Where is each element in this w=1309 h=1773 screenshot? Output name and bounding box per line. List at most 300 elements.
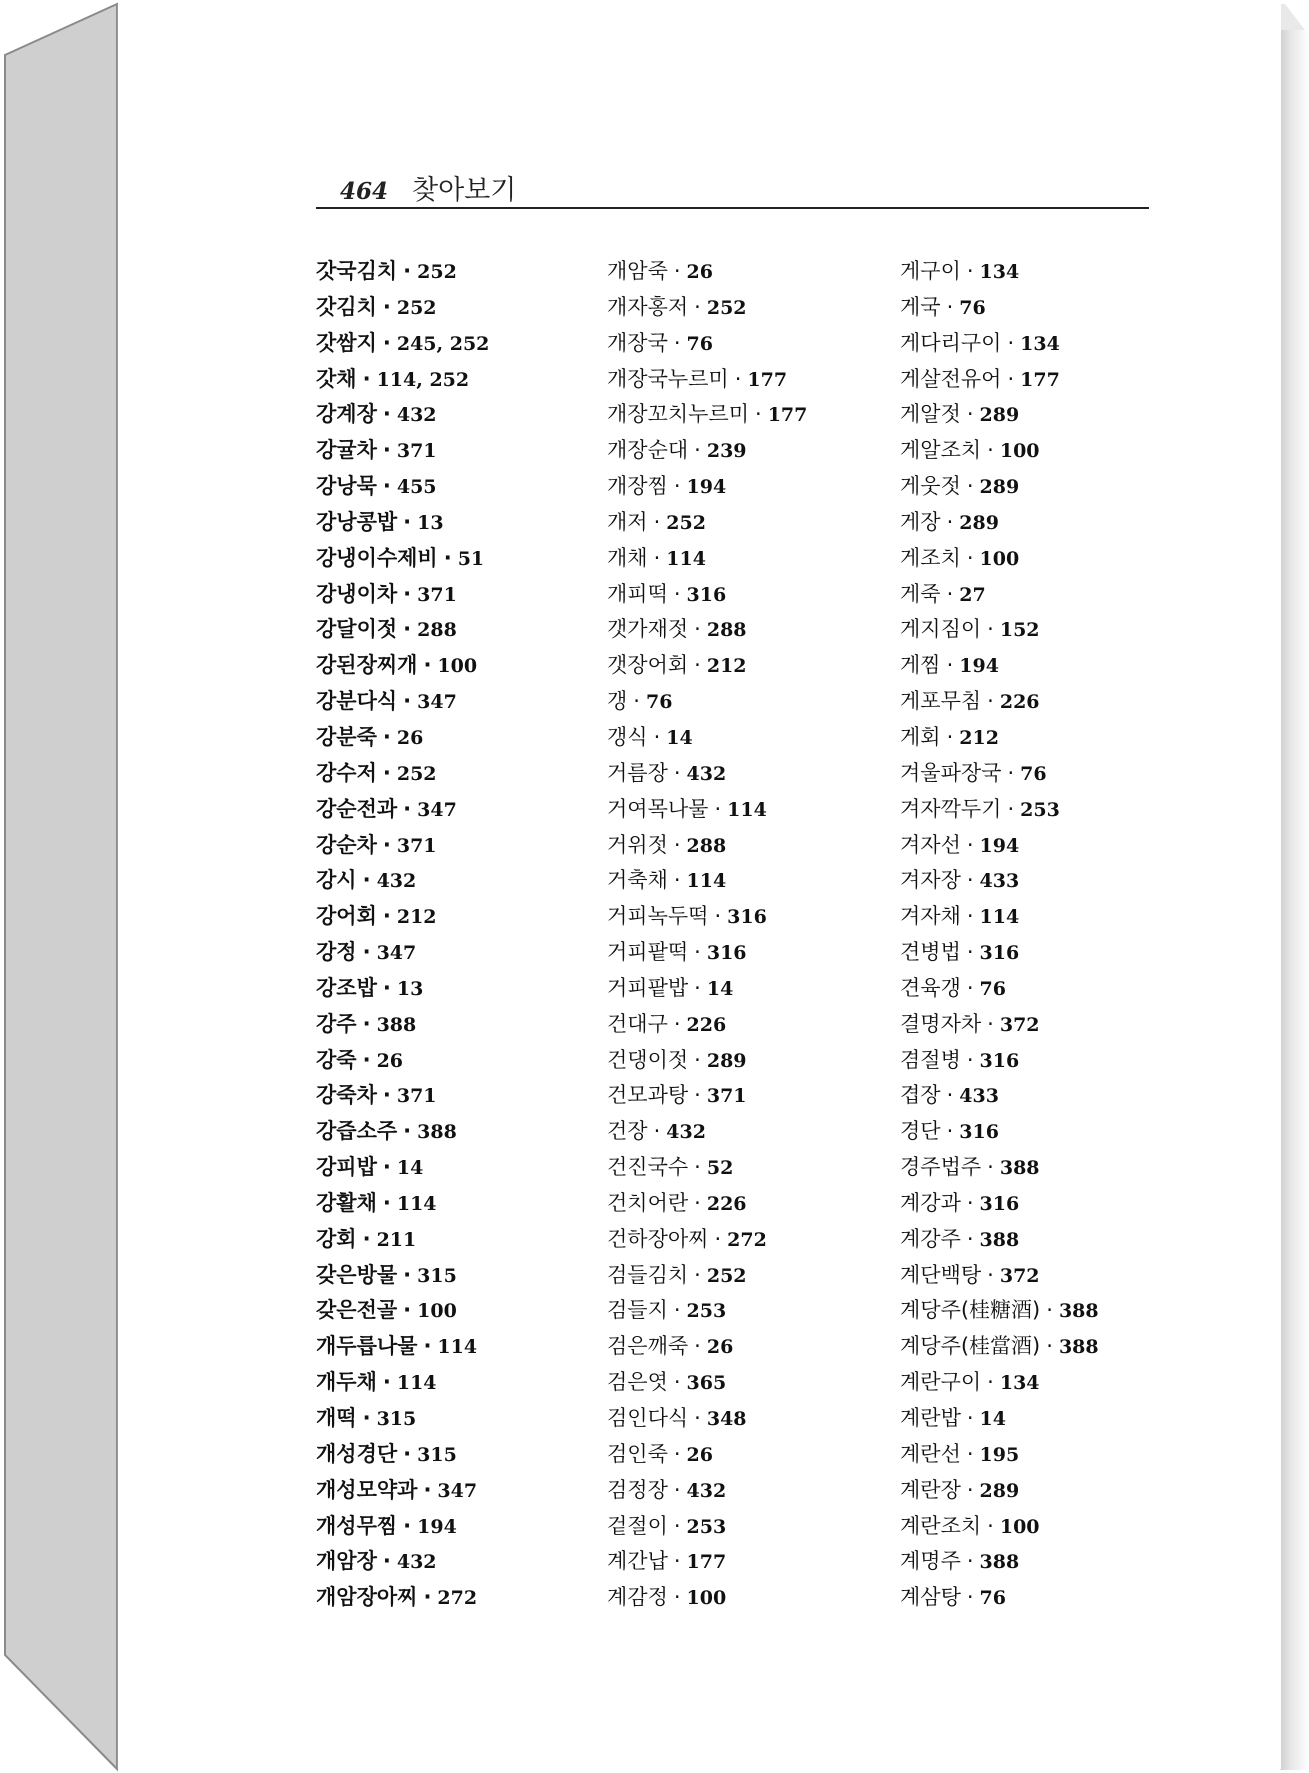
middle-dot-separator: · <box>423 1477 432 1502</box>
middle-dot-separator: · <box>673 1477 681 1502</box>
middle-dot-separator: · <box>694 438 701 463</box>
index-page-ref: 316 <box>727 906 767 929</box>
index-page-ref: 76 <box>979 977 1006 1000</box>
index-page-ref: 100 <box>417 1300 457 1323</box>
index-term: 게회 <box>900 724 941 749</box>
middle-dot-separator: · <box>382 1190 391 1215</box>
index-entry <box>316 397 489 433</box>
index-term: 개두채 <box>316 1370 377 1395</box>
middle-dot-separator: · <box>362 366 371 391</box>
index-page-ref: 347 <box>437 1479 478 1502</box>
index-entry <box>316 1580 489 1616</box>
middle-dot-separator: · <box>966 1047 974 1072</box>
index-term: 강주 <box>316 1011 357 1036</box>
index-term: 개암장 <box>316 1549 377 1574</box>
index-page-ref: 388 <box>376 1013 417 1036</box>
index-entry <box>900 648 1099 684</box>
index-entry <box>607 1365 807 1401</box>
index-page-ref: 272 <box>437 1587 478 1610</box>
index-term: 겨자채 <box>900 904 961 929</box>
index-entry <box>316 899 489 935</box>
index-entry <box>607 254 807 290</box>
index-term: 갓채 <box>316 366 357 391</box>
index-term: 경단 <box>900 1119 941 1144</box>
index-page-ref: 347 <box>417 798 457 821</box>
index-term: 강순차 <box>316 832 377 857</box>
index-page-ref: 432 <box>686 1479 727 1502</box>
middle-dot-separator: · <box>653 545 661 570</box>
index-entry <box>607 433 807 469</box>
middle-dot-separator: · <box>382 330 391 355</box>
middle-dot-separator: · <box>966 1190 974 1215</box>
index-entry <box>316 1007 489 1043</box>
middle-dot-separator: · <box>443 545 452 570</box>
index-page-ref: 252 <box>417 261 457 283</box>
index-term: 거름장 <box>607 760 668 785</box>
index-term: 강냉이수제비 <box>316 545 438 570</box>
index-column-3 <box>900 254 1099 1616</box>
index-page-ref: 432 <box>666 1121 706 1144</box>
index-page-ref: 371 <box>396 1085 437 1108</box>
index-term: 갯장어회 <box>607 653 689 678</box>
index-term: 견육갱 <box>900 975 961 1000</box>
middle-dot-separator: · <box>966 259 974 283</box>
index-entry <box>316 1078 489 1114</box>
page-title: 찾아보기 <box>412 175 517 206</box>
index-page-ref: 272 <box>727 1228 767 1251</box>
index-entry <box>607 756 807 792</box>
index-page-ref: 51 <box>457 547 485 570</box>
index-entry <box>607 1509 807 1545</box>
index-term: 겸절병 <box>900 1047 961 1072</box>
index-page-ref: 76 <box>1020 762 1047 785</box>
index-term: 겨자깍두기 <box>900 796 1002 821</box>
index-entry <box>607 828 807 864</box>
middle-dot-separator: · <box>1007 760 1015 785</box>
index-entry <box>900 1186 1099 1222</box>
middle-dot-separator: · <box>714 904 722 929</box>
middle-dot-separator: · <box>966 1477 974 1502</box>
index-term: 계삼탕 <box>900 1585 961 1610</box>
middle-dot-separator: · <box>946 1119 954 1144</box>
middle-dot-separator: · <box>362 940 371 965</box>
index-page-ref: 252 <box>706 296 747 319</box>
middle-dot-separator: · <box>653 1119 661 1144</box>
index-entry <box>607 792 807 828</box>
index-term: 강죽 <box>316 1047 357 1072</box>
index-term: 갱 <box>607 689 628 714</box>
middle-dot-separator: · <box>382 832 391 857</box>
index-term: 검들지 <box>607 1298 668 1323</box>
index-entry <box>900 1150 1099 1186</box>
index-page-ref: 114 <box>437 1336 478 1359</box>
index-entry <box>316 828 489 864</box>
index-page-ref: 371 <box>417 583 457 606</box>
index-entry <box>607 362 807 398</box>
index-term: 개암장아찌 <box>316 1585 418 1610</box>
middle-dot-separator: · <box>714 796 722 821</box>
index-column-2 <box>607 254 807 1616</box>
index-entry <box>900 792 1099 828</box>
index-page-ref: 316 <box>959 1121 999 1144</box>
index-page-ref: 114 <box>686 870 727 893</box>
index-term: 게다리구이 <box>900 330 1002 355</box>
index-entry <box>900 505 1099 541</box>
index-term: 게살전유어 <box>900 366 1002 391</box>
index-entry <box>316 1043 489 1079</box>
index-term: 겨자장 <box>900 868 961 893</box>
middle-dot-separator: · <box>966 1441 974 1466</box>
index-page-ref: 289 <box>959 511 999 534</box>
index-term: 계란장 <box>900 1477 961 1502</box>
index-term: 게포무침 <box>900 689 982 714</box>
index-entry <box>607 1293 807 1329</box>
index-page-ref: 14 <box>979 1408 1006 1430</box>
index-term: 강냉이차 <box>316 581 398 606</box>
index-page-ref: 432 <box>396 1551 437 1574</box>
index-entry <box>607 1078 807 1114</box>
middle-dot-separator: · <box>966 1585 974 1610</box>
middle-dot-separator: · <box>946 653 954 678</box>
index-term: 강귤차 <box>316 438 377 463</box>
index-entry <box>900 756 1099 792</box>
index-page-ref: 114, 252 <box>376 368 470 391</box>
index-page-ref: 432 <box>376 870 417 893</box>
index-term: 개암죽 <box>607 259 668 283</box>
index-term: 겨울파장국 <box>900 760 1002 785</box>
index-entry <box>607 469 807 505</box>
middle-dot-separator: · <box>966 545 974 570</box>
index-term: 갯가재젓 <box>607 617 689 642</box>
index-page-ref: 347 <box>376 942 417 965</box>
index-term: 개장순대 <box>607 438 689 463</box>
index-page-ref: 194 <box>979 834 1020 857</box>
index-page-ref: 194 <box>686 476 727 499</box>
index-entry <box>607 863 807 899</box>
middle-dot-separator: · <box>423 1334 432 1359</box>
index-entry <box>607 971 807 1007</box>
index-entry <box>607 1473 807 1509</box>
middle-dot-separator: · <box>423 1585 432 1610</box>
index-page-ref: 371 <box>396 834 437 857</box>
index-entry <box>607 648 807 684</box>
index-term: 건진국수 <box>607 1155 689 1180</box>
middle-dot-separator: · <box>946 294 954 319</box>
index-entry <box>900 1365 1099 1401</box>
middle-dot-separator: · <box>403 1262 412 1287</box>
index-page-ref: 372 <box>999 1013 1040 1036</box>
index-term: 강활채 <box>316 1190 377 1215</box>
middle-dot-separator: · <box>966 904 974 929</box>
index-entry <box>316 684 489 720</box>
index-term: 개채 <box>607 545 648 570</box>
index-page-ref: 13 <box>396 977 424 1000</box>
middle-dot-separator: · <box>694 975 701 1000</box>
middle-dot-separator: · <box>673 1298 681 1323</box>
index-page-ref: 348 <box>706 1408 747 1430</box>
index-page-ref: 14 <box>706 977 734 1000</box>
index-page-ref: 315 <box>417 1443 457 1466</box>
index-entry <box>316 290 489 326</box>
middle-dot-separator: · <box>1007 330 1015 355</box>
index-entry <box>900 684 1099 720</box>
index-page-ref: 388 <box>417 1121 457 1144</box>
middle-dot-separator: · <box>673 1585 681 1610</box>
index-entry <box>316 935 489 971</box>
index-page-ref: 152 <box>999 619 1040 642</box>
middle-dot-separator: · <box>673 760 681 785</box>
index-entry <box>607 1150 807 1186</box>
index-page-ref: 252 <box>666 511 706 534</box>
middle-dot-separator: · <box>403 259 412 283</box>
middle-dot-separator: · <box>382 294 391 319</box>
index-term: 검은엿 <box>607 1370 668 1395</box>
index-term: 검인죽 <box>607 1441 668 1466</box>
index-term: 거축채 <box>607 868 668 893</box>
index-term: 갖은전골 <box>316 1298 398 1323</box>
page-number: 464 <box>340 178 389 205</box>
index-entry <box>316 648 489 684</box>
index-entry <box>316 1258 489 1294</box>
index-term: 강된장찌개 <box>316 653 418 678</box>
middle-dot-separator: · <box>403 1513 412 1538</box>
index-entry <box>607 505 807 541</box>
index-page-ref: 100 <box>437 655 478 678</box>
index-page-ref: 14 <box>396 1157 424 1180</box>
middle-dot-separator: · <box>1007 796 1015 821</box>
index-entry <box>316 1401 489 1437</box>
middle-dot-separator: · <box>987 1011 994 1036</box>
index-term: 강시 <box>316 868 357 893</box>
index-term: 검정장 <box>607 1477 668 1502</box>
index-entry <box>316 720 489 756</box>
index-entry <box>316 505 489 541</box>
page-header <box>340 168 516 207</box>
middle-dot-separator: · <box>694 940 701 965</box>
index-page-ref: 432 <box>686 762 727 785</box>
index-entry <box>607 684 807 720</box>
index-page-ref: 316 <box>979 942 1020 965</box>
index-entry <box>316 792 489 828</box>
index-page-ref: 194 <box>417 1515 457 1538</box>
middle-dot-separator: · <box>362 868 371 893</box>
index-page-ref: 13 <box>417 511 444 534</box>
index-page-ref: 211 <box>376 1228 417 1251</box>
index-entry <box>607 935 807 971</box>
middle-dot-separator: · <box>694 1047 701 1072</box>
index-entry <box>316 756 489 792</box>
index-page-ref: 252 <box>396 762 437 785</box>
middle-dot-separator: · <box>673 330 681 355</box>
index-page-ref: 226 <box>686 1013 727 1036</box>
index-term: 계란선 <box>900 1441 961 1466</box>
index-term: 개성경단 <box>316 1441 398 1466</box>
index-term: 게지짐이 <box>900 617 982 642</box>
index-entry <box>900 577 1099 613</box>
index-term: 갓국김치 <box>316 259 398 283</box>
index-term: 갖은방물 <box>316 1262 398 1287</box>
index-term: 계강과 <box>900 1190 961 1215</box>
index-entry <box>316 326 489 362</box>
index-page-ref: 100 <box>979 547 1020 570</box>
middle-dot-separator: · <box>382 975 391 1000</box>
middle-dot-separator: · <box>673 832 681 857</box>
index-term: 경주법주 <box>900 1155 982 1180</box>
index-entry <box>900 1293 1099 1329</box>
middle-dot-separator: · <box>423 653 432 678</box>
index-term: 건대구 <box>607 1011 668 1036</box>
index-entry <box>607 326 807 362</box>
index-page-ref: 433 <box>959 1085 999 1108</box>
middle-dot-separator: · <box>403 796 412 821</box>
middle-dot-separator: · <box>382 1155 391 1180</box>
index-page-ref: 100 <box>686 1587 727 1610</box>
index-page-ref: 177 <box>686 1551 727 1574</box>
index-page-ref: 76 <box>959 296 986 319</box>
index-term: 개두릅나물 <box>316 1334 418 1359</box>
index-page-ref: 432 <box>396 404 437 427</box>
index-entry <box>316 1544 489 1580</box>
index-entry <box>607 1222 807 1258</box>
middle-dot-separator: · <box>1007 366 1015 391</box>
index-entry <box>316 1150 489 1186</box>
index-entry <box>900 1437 1099 1473</box>
index-entry <box>316 971 489 1007</box>
index-term: 개장국 <box>607 330 668 355</box>
middle-dot-separator: · <box>694 1262 701 1287</box>
index-term: 건댕이젓 <box>607 1047 689 1072</box>
index-page-ref: 252 <box>706 1264 747 1287</box>
index-entry <box>900 326 1099 362</box>
index-term: 강피밥 <box>316 1155 377 1180</box>
index-entry <box>607 1043 807 1079</box>
middle-dot-separator: · <box>966 832 974 857</box>
middle-dot-separator: · <box>966 402 974 427</box>
middle-dot-separator: · <box>653 724 661 749</box>
index-page-ref: 114 <box>396 1192 437 1215</box>
index-entry <box>900 469 1099 505</box>
middle-dot-separator: · <box>653 509 661 534</box>
middle-dot-separator: · <box>694 1334 701 1359</box>
index-page-ref: 26 <box>686 261 713 283</box>
middle-dot-separator: · <box>362 1047 371 1072</box>
middle-dot-separator: · <box>987 689 994 714</box>
index-entry <box>316 577 489 613</box>
index-page-ref: 134 <box>979 261 1020 283</box>
index-page-ref: 388 <box>979 1551 1020 1574</box>
index-page-ref: 239 <box>706 440 747 463</box>
index-term: 검들김치 <box>607 1262 689 1287</box>
index-page-ref: 114 <box>979 906 1020 929</box>
index-term: 개떡 <box>316 1406 357 1430</box>
middle-dot-separator: · <box>673 259 681 283</box>
index-entry <box>900 1329 1099 1365</box>
index-page-ref: 316 <box>979 1049 1020 1072</box>
index-page-ref: 372 <box>999 1264 1040 1287</box>
index-page-ref: 316 <box>686 583 727 606</box>
middle-dot-separator: · <box>403 1441 412 1466</box>
middle-dot-separator: · <box>946 724 954 749</box>
middle-dot-separator: · <box>382 474 391 499</box>
index-page-ref: 433 <box>979 870 1020 893</box>
index-term: 개장꼬치누르미 <box>607 402 750 427</box>
index-entry <box>607 899 807 935</box>
index-entry <box>607 612 807 648</box>
index-term: 거피팥밥 <box>607 975 689 1000</box>
middle-dot-separator: · <box>987 1155 994 1180</box>
index-term: 강낭묵 <box>316 474 377 499</box>
index-term: 갓쌈지 <box>316 330 377 355</box>
index-entry <box>316 1222 489 1258</box>
index-page-ref: 177 <box>1020 368 1060 391</box>
middle-dot-separator: · <box>694 617 701 642</box>
index-page-ref: 315 <box>376 1408 417 1430</box>
index-page-ref: 253 <box>1020 798 1060 821</box>
index-entry <box>900 863 1099 899</box>
index-page-ref: 253 <box>686 1515 727 1538</box>
index-page-ref: 455 <box>396 476 437 499</box>
middle-dot-separator: · <box>382 760 391 785</box>
index-page-ref: 371 <box>396 440 437 463</box>
index-term: 게찜 <box>900 653 941 678</box>
index-entry <box>607 1007 807 1043</box>
index-entry <box>900 935 1099 971</box>
index-entry <box>316 541 489 577</box>
index-entry <box>900 1473 1099 1509</box>
index-page-ref: 26 <box>706 1336 734 1359</box>
index-term: 거여목나물 <box>607 796 709 821</box>
index-page-ref: 134 <box>1020 332 1060 355</box>
index-entry <box>900 541 1099 577</box>
index-term: 개장찜 <box>607 474 668 499</box>
middle-dot-separator: · <box>362 1406 371 1430</box>
index-page-ref: 253 <box>686 1300 727 1323</box>
index-term: 건모과탕 <box>607 1083 689 1108</box>
index-term: 강계장 <box>316 402 377 427</box>
index-term: 게장 <box>900 509 941 534</box>
index-term: 계강주 <box>900 1226 961 1251</box>
index-term: 강즙소주 <box>316 1119 398 1144</box>
index-page-ref: 388 <box>1058 1300 1099 1323</box>
index-entry <box>900 362 1099 398</box>
index-entry <box>900 1580 1099 1616</box>
index-page-ref: 388 <box>999 1157 1040 1180</box>
middle-dot-separator: · <box>966 868 974 893</box>
middle-dot-separator: · <box>987 438 994 463</box>
index-term: 계단백탕 <box>900 1262 982 1287</box>
index-page-ref: 114 <box>727 798 767 821</box>
middle-dot-separator: · <box>1046 1334 1053 1359</box>
index-entry <box>607 1186 807 1222</box>
index-term: 게알조치 <box>900 438 982 463</box>
index-term: 강조밥 <box>316 975 377 1000</box>
index-entry <box>316 254 489 290</box>
middle-dot-separator: · <box>734 366 742 391</box>
index-term: 강수저 <box>316 760 377 785</box>
index-term: 게조치 <box>900 545 961 570</box>
index-term: 검인다식 <box>607 1406 689 1430</box>
middle-dot-separator: · <box>403 689 412 714</box>
index-page-ref: 315 <box>417 1264 457 1287</box>
index-term: 강낭콩밥 <box>316 509 398 534</box>
middle-dot-separator: · <box>362 1226 371 1251</box>
middle-dot-separator: · <box>673 1441 681 1466</box>
index-page-ref: 114 <box>396 1372 437 1395</box>
index-column-1 <box>316 254 489 1616</box>
index-page-ref: 177 <box>747 368 788 391</box>
middle-dot-separator: · <box>673 474 681 499</box>
index-term: 건하장아찌 <box>607 1226 709 1251</box>
